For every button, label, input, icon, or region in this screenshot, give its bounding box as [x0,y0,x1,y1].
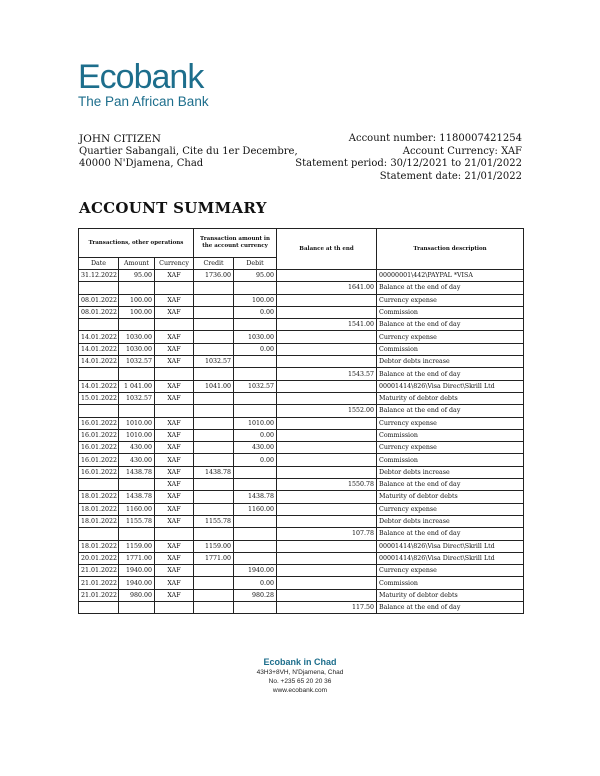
cell-debit: 0.00 [234,343,277,355]
col-currency: Currency [155,258,194,270]
cell-date: 18.01.2022 [79,491,119,503]
cell-balance: 1550.78 [277,479,377,491]
cell-date: 08.01.2022 [79,294,119,306]
footer-title: Ecobank in Chad [263,657,337,667]
cell-debit [234,479,277,491]
cell-amount: 1032.57 [119,356,155,368]
cell-amount: 1010.00 [119,429,155,441]
cell-credit [194,417,234,429]
cell-currency: XAF [155,552,194,564]
cell-debit [234,528,277,540]
cell-currency: XAF [155,466,194,478]
table-row [79,565,524,577]
cell-credit: 1771.00 [194,552,234,564]
cell-amount: 1940.00 [119,577,155,589]
cell-currency [155,282,194,294]
footer-website: www.ecobank.com [272,687,328,694]
cell-desc: Commission [377,429,524,441]
cell-currency: XAF [155,479,194,491]
cell-date: 20.01.2022 [79,552,119,564]
cell-currency: XAF [155,429,194,441]
cell-amount [119,282,155,294]
cell-amount: 430.00 [119,454,155,466]
cell-debit [234,540,277,552]
cell-date [79,479,119,491]
cell-debit [234,392,277,404]
cell-credit: 1438.78 [194,466,234,478]
table-row [79,429,524,441]
cell-amount: 1030.00 [119,343,155,355]
col-amount: Amount [119,258,155,270]
cell-balance [277,540,377,552]
table-row [79,270,524,282]
cell-currency: XAF [155,331,194,343]
cell-credit [194,294,234,306]
cell-credit [194,479,234,491]
cell-date: 18.01.2022 [79,503,119,515]
cell-date: 16.01.2022 [79,454,119,466]
cell-desc: Balance at the end of day [377,405,524,417]
cell-date: 21.01.2022 [79,577,119,589]
cell-debit: 1032.57 [234,380,277,392]
table-row [79,503,524,515]
bank-name: Ecobank [78,58,204,96]
table-row [79,602,524,614]
cell-desc: Currency expense [377,565,524,577]
cell-balance [277,417,377,429]
cell-amount [119,479,155,491]
cell-desc: Balance at the end of day [377,282,524,294]
customer-block [79,133,298,171]
cell-date: 14.01.2022 [79,343,119,355]
cell-amount [119,602,155,614]
cell-currency: XAF [155,442,194,454]
table-row [79,294,524,306]
cell-balance: 1541.00 [277,319,377,331]
transactions-table [78,228,524,614]
cell-desc: Commission [377,577,524,589]
footer-address: 43H3+8VH, N'Djamena, Chad [256,669,344,676]
table-row [79,306,524,318]
cell-date: 14.01.2022 [79,356,119,368]
cell-amount: 1032.57 [119,392,155,404]
cell-debit [234,602,277,614]
cell-credit: 1736.00 [194,270,234,282]
cell-date [79,602,119,614]
cell-credit [194,282,234,294]
cell-currency: XAF [155,540,194,552]
cell-debit [234,356,277,368]
cell-desc: 00001414\826\Visa Direct\Skrill Ltd [377,552,524,564]
cell-currency [155,405,194,417]
cell-debit: 980.28 [234,589,277,601]
cell-balance [277,331,377,343]
cell-amount: 100.00 [119,306,155,318]
cell-desc: Currency expense [377,442,524,454]
cell-desc: Balance at the end of day [377,479,524,491]
cell-debit: 0.00 [234,577,277,589]
cell-date [79,368,119,380]
cell-balance [277,356,377,368]
cell-credit [194,602,234,614]
cell-credit [194,368,234,380]
table-row [79,368,524,380]
cell-balance: 107.78 [277,528,377,540]
cell-credit: 1041.00 [194,380,234,392]
cell-desc: Balance at the end of day [377,319,524,331]
cell-balance: 1543.57 [277,368,377,380]
cell-currency: XAF [155,577,194,589]
cell-debit [234,368,277,380]
cell-debit: 1160.00 [234,503,277,515]
cell-date [79,405,119,417]
header-description: Transaction description [377,229,524,270]
cell-desc: Balance at the end of day [377,528,524,540]
statement-date: Statement date: 21/01/2022 [379,170,522,182]
cell-currency: XAF [155,454,194,466]
cell-currency: XAF [155,343,194,355]
bank-logo [78,60,209,110]
table-row [79,405,524,417]
cell-amount: 100.00 [119,294,155,306]
cell-desc: 00001414\826\Visa Direct\Skrill Ltd [377,540,524,552]
cell-currency: XAF [155,589,194,601]
cell-amount: 95.00 [119,270,155,282]
cell-debit: 100.00 [234,294,277,306]
table-row [79,282,524,294]
cell-desc: Currency expense [377,503,524,515]
cell-credit [194,491,234,503]
cell-balance [277,589,377,601]
cell-date: 15.01.2022 [79,392,119,404]
cell-amount: 430.00 [119,442,155,454]
header-balance: Balance at th end [277,229,377,270]
cell-desc: 00001414\826\Visa Direct\Skrill Ltd [377,380,524,392]
cell-date: 08.01.2022 [79,306,119,318]
cell-date [79,282,119,294]
cell-currency [155,602,194,614]
customer-address-line1: Quartier Sabangali, Cite du 1er Decembre, [79,145,298,157]
cell-desc: Commission [377,306,524,318]
cell-debit: 430.00 [234,442,277,454]
table-row [79,380,524,392]
cell-debit: 1438.78 [234,491,277,503]
table-row [79,319,524,331]
cell-desc: 00000001\442\PAYPAL *VISA [377,270,524,282]
cell-credit [194,429,234,441]
cell-currency: XAF [155,270,194,282]
table-row [79,392,524,404]
cell-balance [277,429,377,441]
cell-date: 21.01.2022 [79,589,119,601]
table-row [79,552,524,564]
table-row [79,491,524,503]
cell-debit: 95.00 [234,270,277,282]
cell-balance [277,454,377,466]
cell-date: 14.01.2022 [79,331,119,343]
cell-amount: 1 041.00 [119,380,155,392]
cell-balance [277,515,377,527]
table-row [79,479,524,491]
col-debit: Debit [234,258,277,270]
cell-desc: Debtor debts increase [377,466,524,478]
cell-desc: Commission [377,343,524,355]
cell-credit [194,319,234,331]
cell-desc: Maturity of debtor debts [377,589,524,601]
cell-balance: 1552.00 [277,405,377,417]
cell-balance: 117.50 [277,602,377,614]
cell-date: 21.01.2022 [79,565,119,577]
cell-balance [277,565,377,577]
cell-credit [194,589,234,601]
cell-currency: XAF [155,491,194,503]
cell-currency: XAF [155,565,194,577]
cell-balance [277,552,377,564]
cell-debit: 1030.00 [234,331,277,343]
cell-date: 16.01.2022 [79,442,119,454]
cell-balance [277,270,377,282]
cell-desc: Currency expense [377,294,524,306]
cell-currency: XAF [155,515,194,527]
cell-desc: Maturity of debtor debts [377,392,524,404]
footer [0,656,600,695]
cell-date: 18.01.2022 [79,540,119,552]
table-row [79,417,524,429]
customer-address-line2: 40000 N'Djamena, Chad [79,158,204,169]
cell-balance [277,503,377,515]
cell-amount: 1771.00 [119,552,155,564]
cell-amount: 1030.00 [119,331,155,343]
cell-credit [194,528,234,540]
bank-tagline: The Pan African Bank [78,94,209,109]
cell-currency [155,528,194,540]
cell-date: 31.12.2022 [79,270,119,282]
cell-currency: XAF [155,306,194,318]
col-date: Date [79,258,119,270]
table-row [79,442,524,454]
cell-credit: 1155.78 [194,515,234,527]
cell-amount: 1940.00 [119,565,155,577]
col-credit: Credit [194,258,234,270]
summary-title: ACCOUNT SUMMARY [79,199,267,217]
cell-amount: 1010.00 [119,417,155,429]
cell-date [79,319,119,331]
cell-date [79,528,119,540]
cell-currency: XAF [155,392,194,404]
cell-amount: 1438.78 [119,466,155,478]
account-block [295,133,522,183]
cell-debit [234,319,277,331]
cell-credit [194,454,234,466]
cell-amount: 1438.78 [119,491,155,503]
cell-amount: 1159.00 [119,540,155,552]
cell-debit: 0.00 [234,429,277,441]
cell-desc: Debtor debts increase [377,515,524,527]
cell-credit [194,392,234,404]
cell-currency: XAF [155,417,194,429]
table-row [79,466,524,478]
cell-debit: 0.00 [234,454,277,466]
cell-amount: 1155.78 [119,515,155,527]
cell-debit [234,405,277,417]
cell-credit [194,442,234,454]
cell-debit: 1940.00 [234,565,277,577]
table-row [79,589,524,601]
cell-balance [277,392,377,404]
cell-balance: 1641.00 [277,282,377,294]
cell-debit [234,552,277,564]
cell-debit: 0.00 [234,306,277,318]
cell-amount: 980.00 [119,589,155,601]
cell-credit: 1159.00 [194,540,234,552]
cell-desc: Maturity of debtor debts [377,491,524,503]
account-number: Account number: 1180007421254 [348,133,522,144]
cell-debit: 1010.00 [234,417,277,429]
cell-currency: XAF [155,503,194,515]
cell-desc: Balance at the end of day [377,368,524,380]
table-row [79,528,524,540]
cell-date: 18.01.2022 [79,515,119,527]
cell-credit [194,306,234,318]
cell-credit [194,343,234,355]
cell-currency [155,319,194,331]
cell-amount [119,405,155,417]
cell-credit: 1032.57 [194,356,234,368]
table-row [79,540,524,552]
cell-currency: XAF [155,294,194,306]
cell-currency [155,368,194,380]
cell-date: 16.01.2022 [79,466,119,478]
cell-currency: XAF [155,356,194,368]
cell-amount: 1160.00 [119,503,155,515]
cell-balance [277,343,377,355]
table-row [79,331,524,343]
cell-credit [194,405,234,417]
cell-balance [277,294,377,306]
cell-credit [194,565,234,577]
header-transactions: Transactions, other operations [79,229,194,258]
customer-name: JOHN CITIZEN [79,133,161,145]
footer-phone: No. +235 65 20 20 36 [268,678,332,685]
cell-balance [277,306,377,318]
cell-date: 16.01.2022 [79,417,119,429]
table-row [79,577,524,589]
cell-credit [194,577,234,589]
cell-date: 14.01.2022 [79,380,119,392]
cell-desc: Currency expense [377,331,524,343]
cell-balance [277,442,377,454]
table-row [79,515,524,527]
cell-credit [194,503,234,515]
cell-credit [194,331,234,343]
cell-balance [277,380,377,392]
cell-amount [119,528,155,540]
cell-desc: Debtor debts increase [377,356,524,368]
cell-debit [234,515,277,527]
account-currency: Account Currency: XAF [402,145,522,157]
cell-desc: Commission [377,454,524,466]
table-row [79,343,524,355]
cell-desc: Balance at the end of day [377,602,524,614]
cell-debit [234,466,277,478]
cell-amount [119,368,155,380]
cell-balance [277,466,377,478]
cell-desc: Currency expense [377,417,524,429]
table-row [79,356,524,368]
cell-amount [119,319,155,331]
cell-balance [277,491,377,503]
cell-date: 16.01.2022 [79,429,119,441]
table-row [79,454,524,466]
cell-debit [234,282,277,294]
statement-period: Statement period: 30/12/2021 to 21/01/2022 [295,158,522,169]
cell-balance [277,577,377,589]
cell-currency: XAF [155,380,194,392]
header-amount-currency: Transaction amount in the account currency [194,229,277,258]
